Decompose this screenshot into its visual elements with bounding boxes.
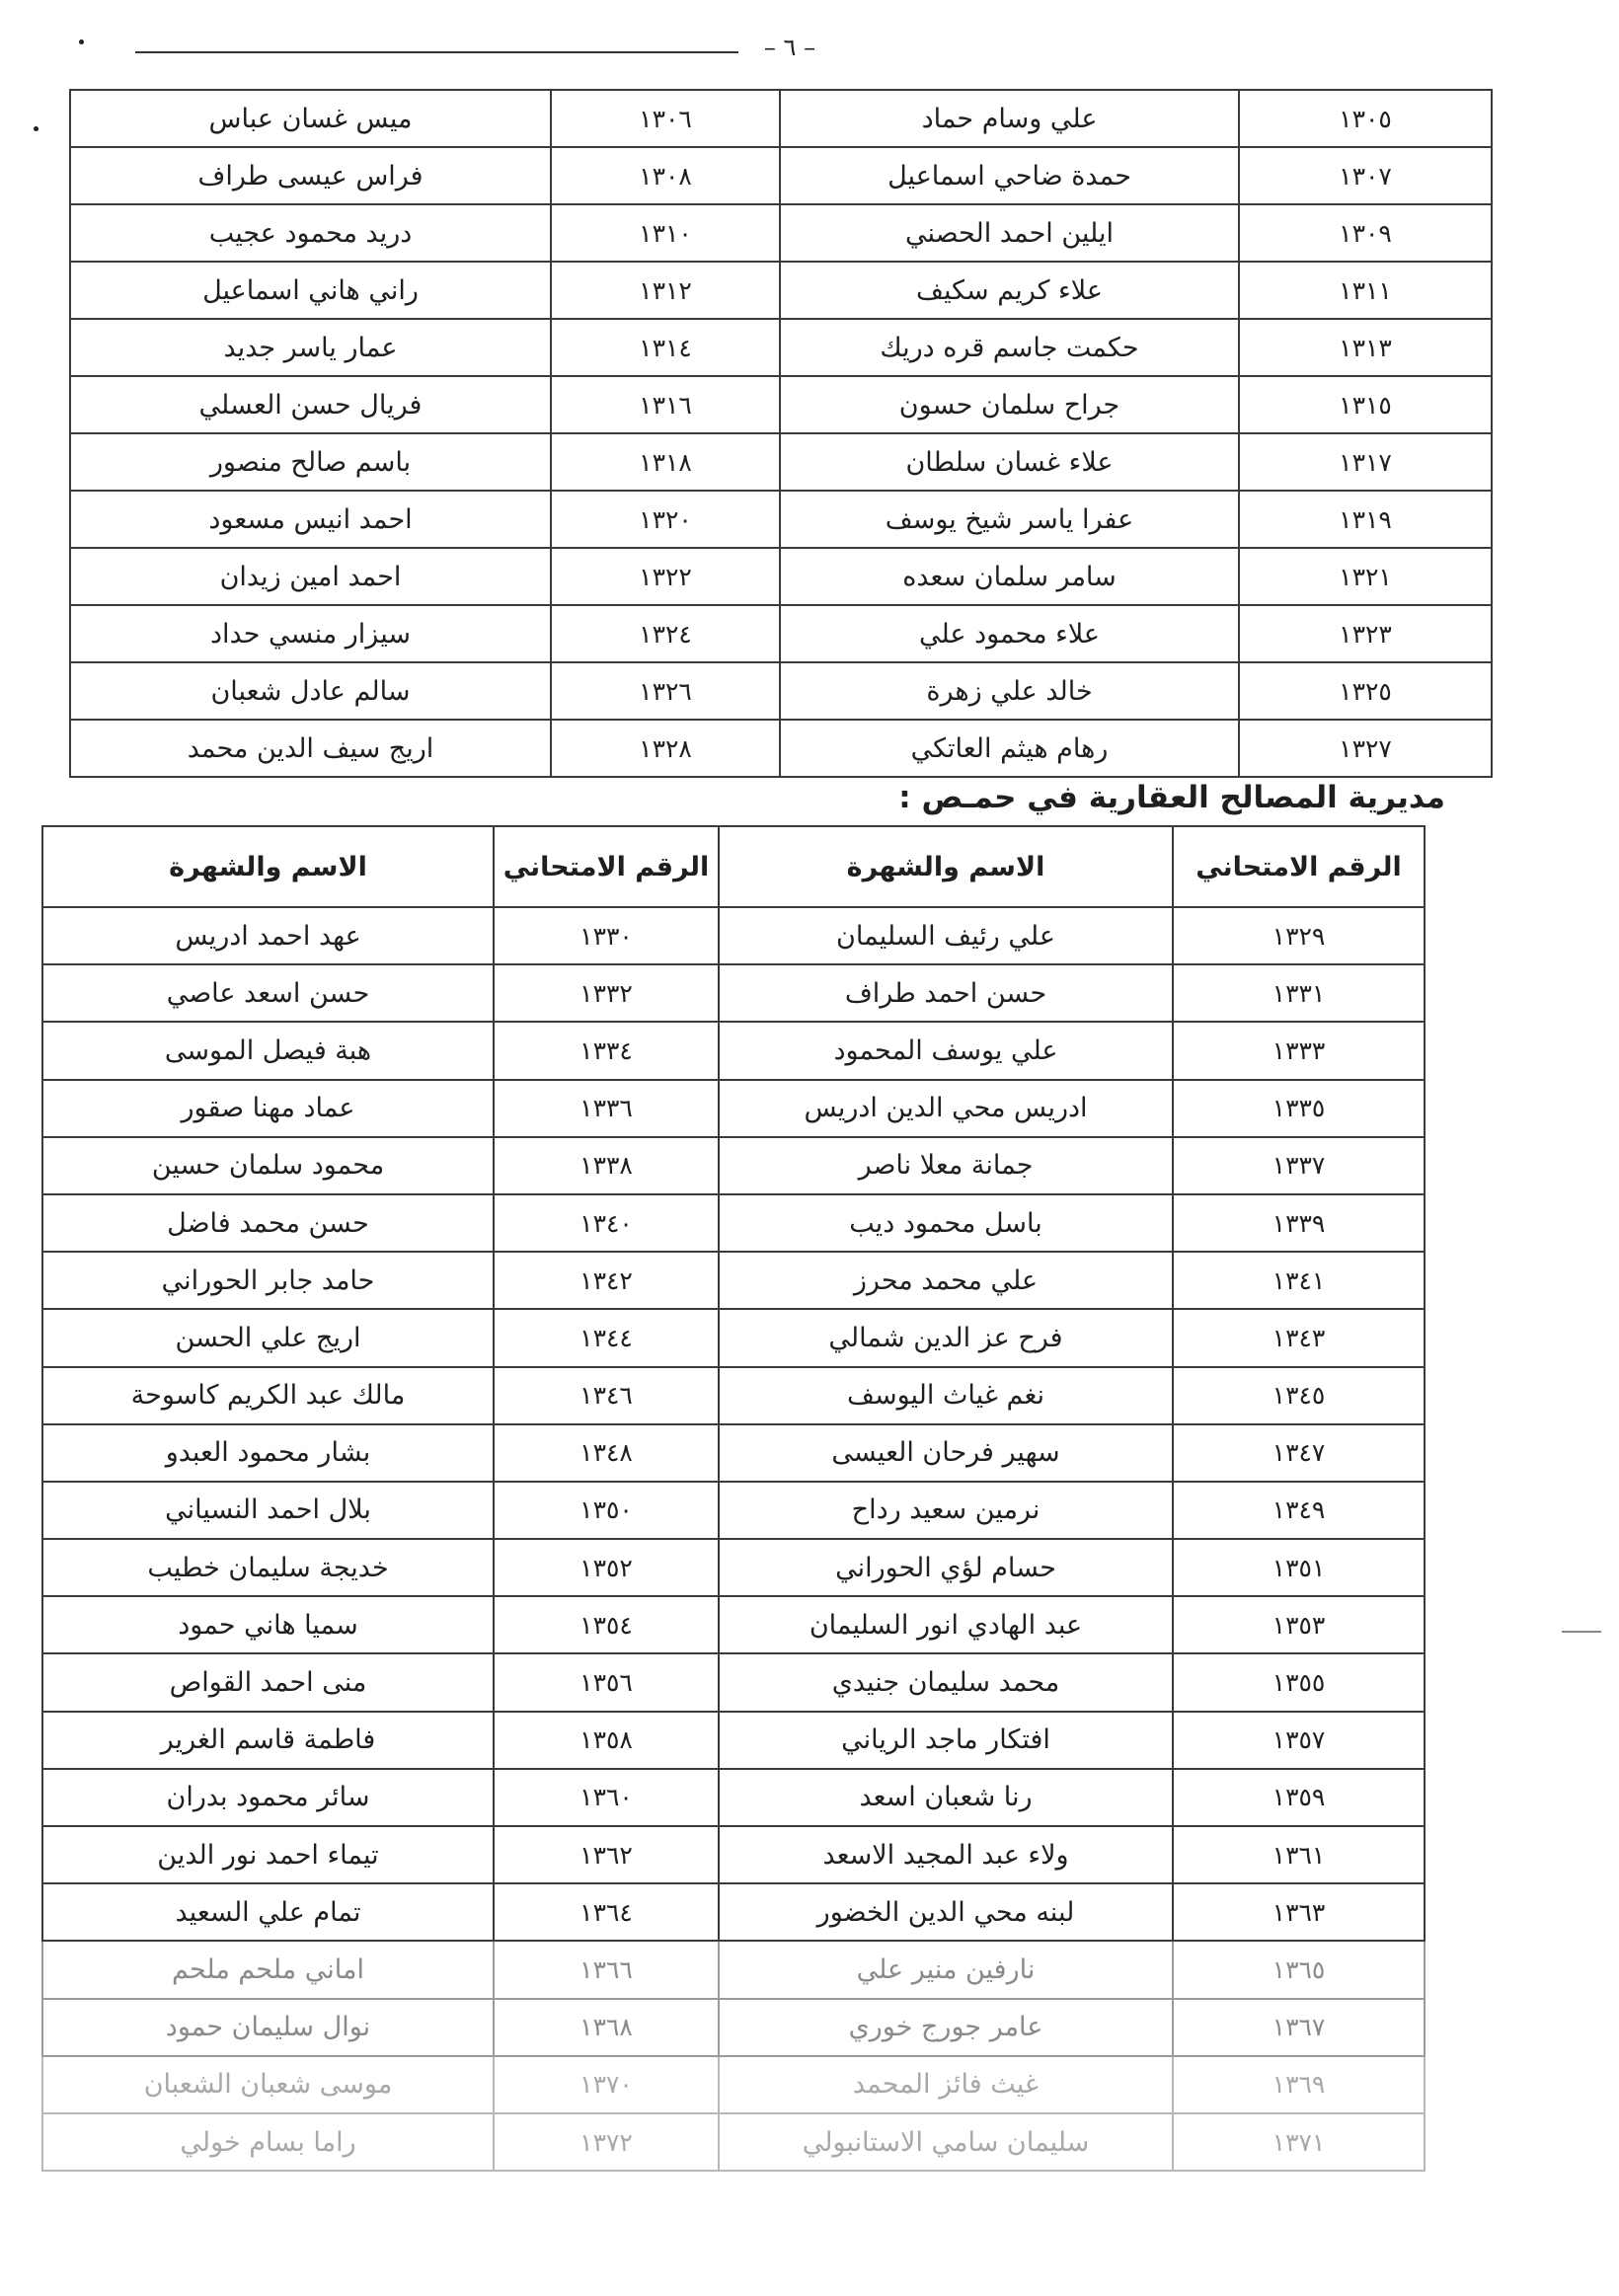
exam-number: ١٣٠٩ [1239,204,1492,262]
exam-number: ١٣٧٠ [494,2056,719,2113]
full-name: ادريس محي الدين ادريس [719,1080,1173,1137]
full-name: افتكار ماجد الرياني [719,1712,1173,1769]
exam-number: ١٣٥٢ [494,1539,719,1596]
table-row [70,204,1492,262]
exam-number: ١٣٧١ [1173,2113,1425,2171]
full-name: نغم غياث اليوسف [719,1367,1173,1424]
full-name: عماد مهنا صقور [42,1080,494,1137]
full-name: فرح عز الدين شمالي [719,1309,1173,1366]
full-name: محمود سلمان حسين [42,1137,494,1194]
exam-number: ١٣٥٤ [494,1596,719,1653]
full-name: ايلين احمد الحصني [780,204,1239,262]
column-header: الاسم والشهرة [42,826,494,907]
exam-number: ١٣٠٦ [551,90,780,147]
full-name: رنا شعبان اسعد [719,1769,1173,1826]
full-name: سهير فرحان العيسى [719,1424,1173,1482]
exam-number: ١٣٢٨ [551,720,780,777]
exam-number: ١٣٣٥ [1173,1080,1425,1137]
full-name: علاء كريم سكيف [780,262,1239,319]
exam-number: ١٣٥٩ [1173,1769,1425,1826]
exam-number: ١٣٢٩ [1173,907,1425,964]
exam-number: ١٣١٩ [1239,491,1492,548]
table-row [42,2113,1425,2171]
exam-number: ١٣٤٧ [1173,1424,1425,1482]
full-name: سليمان سامي الاستانبولي [719,2113,1173,2171]
table-row [70,491,1492,548]
full-name: محمد سليمان جنيدي [719,1653,1173,1711]
exam-number: ١٣٢٧ [1239,720,1492,777]
full-name: سميا هاني حمود [42,1596,494,1653]
full-name: سيزار منسي حداد [70,605,551,662]
table-row [42,1769,1425,1826]
table-row [70,720,1492,777]
full-name: تمام علي السعيد [42,1883,494,1941]
full-name: فريال حسن العسلي [70,376,551,433]
full-name: اريج سيف الدين محمد [70,720,551,777]
table-row [42,1941,1425,1998]
table-row [42,1999,1425,2056]
exam-number: ١٣٢٤ [551,605,780,662]
exam-number: ١٣٣٣ [1173,1022,1425,1079]
table-row [42,1653,1425,1711]
full-name: حمدة ضاحي اسماعيل [780,147,1239,204]
exam-number: ١٣١٤ [551,319,780,376]
column-header: الرقم الامتحاني [1173,826,1425,907]
full-name: بشار محمود العبدو [42,1424,494,1482]
exam-number: ١٣٥٦ [494,1653,719,1711]
exam-number: ١٣٣٢ [494,964,719,1022]
full-name: تيماء احمد نور الدين [42,1826,494,1883]
full-name: ولاء عبد المجيد الاسعد [719,1826,1173,1883]
table-row [42,1137,1425,1194]
table-row [70,262,1492,319]
full-name: راما بسام خولي [42,2113,494,2171]
exam-number: ١٣٠٨ [551,147,780,204]
full-name: علاء غسان سلطان [780,433,1239,491]
table-row [42,1080,1425,1137]
exam-number: ١٣٦٤ [494,1883,719,1941]
table-row [42,1596,1425,1653]
full-name: موسى شعبان الشعبان [42,2056,494,2113]
table-row [70,433,1492,491]
table-row [42,1539,1425,1596]
full-name: علاء محمود علي [780,605,1239,662]
full-name: مالك عبد الكريم كاسوحة [42,1367,494,1424]
full-name: اريج علي الحسن [42,1309,494,1366]
exam-number: ١٣٤٠ [494,1194,719,1252]
full-name: لبنه محي الدين الخضور [719,1883,1173,1941]
full-name: حسن احمد طراف [719,964,1173,1022]
exam-number: ١٣١٠ [551,204,780,262]
full-name: فراس عيسى طراف [70,147,551,204]
table-row [70,147,1492,204]
full-name: بلال احمد النسياني [42,1482,494,1539]
page-number: – ٦ – [763,34,816,61]
full-name: دريد محمود عجيب [70,204,551,262]
full-name: سامر سلمان سعده [780,548,1239,605]
exam-number: ١٣٦٠ [494,1769,719,1826]
table-row [70,605,1492,662]
scan-mark [1562,1631,1601,1633]
full-name: سالم عادل شعبان [70,662,551,720]
table-row [42,1712,1425,1769]
exam-number: ١٣٠٧ [1239,147,1492,204]
full-name: خالد علي زهرة [780,662,1239,720]
exam-number: ١٣٣١ [1173,964,1425,1022]
top-table [69,38,1493,778]
exam-number: ١٣٣٠ [494,907,719,964]
table-row [42,907,1425,964]
full-name: عفرا ياسر شيخ يوسف [780,491,1239,548]
exam-number: ١٣٦٩ [1173,2056,1425,2113]
exam-number: ١٣٥١ [1173,1539,1425,1596]
full-name: سائر محمود بدران [42,1769,494,1826]
exam-number: ١٣٦٣ [1173,1883,1425,1941]
exam-number: ١٣١٢ [551,262,780,319]
column-header: الرقم الامتحاني [494,826,719,907]
full-name: حسام لؤي الحوراني [719,1539,1173,1596]
full-name: اماني ملحم ملحم [42,1941,494,1998]
exam-number: ١٣٦٨ [494,1999,719,2056]
full-name: جراح سلمان حسون [780,376,1239,433]
table-row [42,1826,1425,1883]
full-name: هبة فيصل الموسى [42,1022,494,1079]
full-name: باسل محمود ديب [719,1194,1173,1252]
exam-number: ١٣٦٢ [494,1826,719,1883]
exam-number: ١٣١١ [1239,262,1492,319]
exam-number: ١٣٥٥ [1173,1653,1425,1711]
exam-number: ١٣٢٣ [1239,605,1492,662]
exam-number: ١٣٤٦ [494,1367,719,1424]
full-name: جمانة معلا ناصر [719,1137,1173,1194]
table-row [42,1309,1425,1366]
full-name: نرمين سعيد رداح [719,1482,1173,1539]
exam-number: ١٣٥٨ [494,1712,719,1769]
exam-number: ١٣٣٦ [494,1080,719,1137]
exam-number: ١٣١٣ [1239,319,1492,376]
full-name: علي يوسف المحمود [719,1022,1173,1079]
full-name: غيث فائز المحمد [719,2056,1173,2113]
homs-table [41,825,1426,2172]
table-row [70,376,1492,433]
table-row [70,319,1492,376]
exam-number: ١٣٢٦ [551,662,780,720]
exam-number: ١٣٠٥ [1239,90,1492,147]
exam-number: ١٣٣٩ [1173,1194,1425,1252]
exam-number: ١٣٤٤ [494,1309,719,1366]
full-name: علي رئيف السليمان [719,907,1173,964]
exam-number: ١٣٦١ [1173,1826,1425,1883]
table-row [42,1194,1425,1252]
table-row [42,2056,1425,2113]
exam-number: ١٣٢٥ [1239,662,1492,720]
exam-number: ١٣٣٨ [494,1137,719,1194]
full-name: عهد احمد ادريس [42,907,494,964]
header-row [42,826,1425,907]
exam-number: ١٣٧٢ [494,2113,719,2171]
exam-number: ١٣١٧ [1239,433,1492,491]
full-name: عبد الهادي انور السليمان [719,1596,1173,1653]
full-name: علي وسام حماد [780,90,1239,147]
full-name: حسن محمد فاضل [42,1194,494,1252]
exam-number: ١٣٤٨ [494,1424,719,1482]
full-name: علي محمد محرز [719,1252,1173,1309]
exam-number: ١٣٣٤ [494,1022,719,1079]
table-row [42,1252,1425,1309]
full-name: حامد جابر الحوراني [42,1252,494,1309]
scan-speck [34,126,39,131]
exam-number: ١٣٥٣ [1173,1596,1425,1653]
page-header-line [135,38,738,53]
exam-number: ١٣٣٧ [1173,1137,1425,1194]
exam-number: ١٣٢٠ [551,491,780,548]
full-name: نارفين منير علي [719,1941,1173,1998]
full-name: احمد انيس مسعود [70,491,551,548]
full-name: حكمت جاسم قره دريك [780,319,1239,376]
table-row [42,1482,1425,1539]
exam-number: ١٣٢٢ [551,548,780,605]
exam-number: ١٣١٦ [551,376,780,433]
table-row [42,1022,1425,1079]
full-name: نوال سليمان حمود [42,1999,494,2056]
full-name: خديجة سليمان خطيب [42,1539,494,1596]
exam-number: ١٣٤٥ [1173,1367,1425,1424]
table-row [70,662,1492,720]
exam-number: ١٣٢١ [1239,548,1492,605]
column-header: الاسم والشهرة [719,826,1173,907]
table-row [70,548,1492,605]
full-name: رهام هيثم العاتكي [780,720,1239,777]
exam-number: ١٣٥٧ [1173,1712,1425,1769]
exam-number: ١٣٦٧ [1173,1999,1425,2056]
exam-number: ١٣٥٠ [494,1482,719,1539]
table-row [42,1883,1425,1941]
section-heading: مديرية المصالح العقارية في حمـص : [898,780,1445,815]
full-name: عمار ياسر جديد [70,319,551,376]
full-name: باسم صالح منصور [70,433,551,491]
full-name: راني هاني اسماعيل [70,262,551,319]
full-name: ميس غسان عباس [70,90,551,147]
full-name: احمد امين زيدان [70,548,551,605]
exam-number: ١٣١٥ [1239,376,1492,433]
exam-number: ١٣٤٣ [1173,1309,1425,1366]
table-row [42,1367,1425,1424]
table-row [70,90,1492,147]
exam-number: ١٣٦٥ [1173,1941,1425,1998]
exam-number: ١٣١٨ [551,433,780,491]
full-name: حسن اسعد عاصي [42,964,494,1022]
full-name: منى احمد القواص [42,1653,494,1711]
table-row [42,964,1425,1022]
full-name: فاطمة قاسم الغرير [42,1712,494,1769]
exam-number: ١٣٤٢ [494,1252,719,1309]
full-name: عامر جورج خوري [719,1999,1173,2056]
exam-number: ١٣٦٦ [494,1941,719,1998]
table-row [42,1424,1425,1482]
exam-number: ١٣٤١ [1173,1252,1425,1309]
exam-number: ١٣٤٩ [1173,1482,1425,1539]
